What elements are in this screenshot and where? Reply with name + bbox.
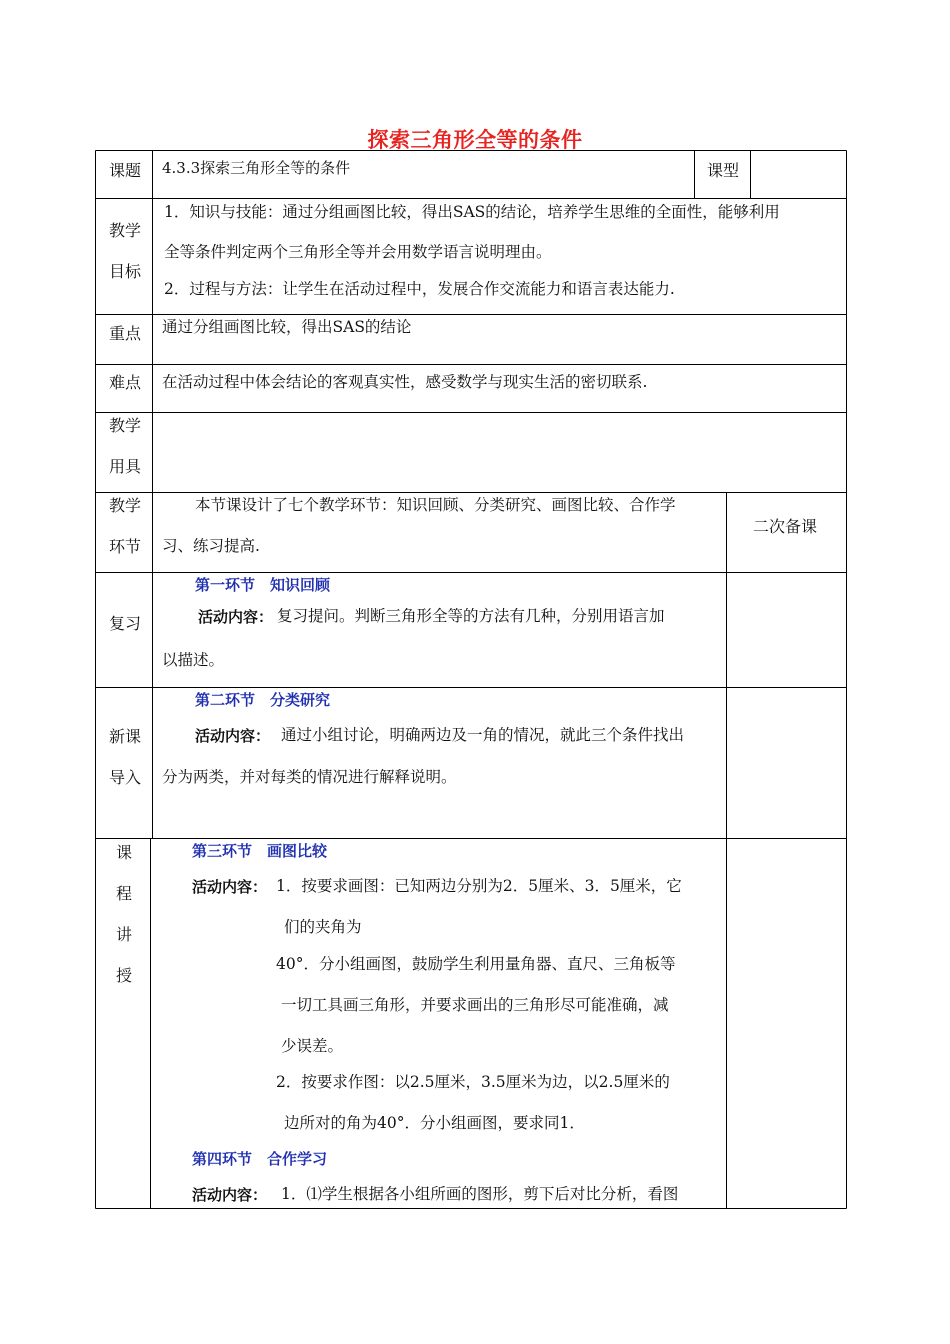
stages-line-1: 本节课设计了七个教学环节：知识回顾、分类研究、画图比较、合作学 xyxy=(195,496,676,514)
lecture-line-5: 少误差。 xyxy=(281,1037,344,1055)
lecture-line-7: 边所对的角为40°．分小组画图，要求同1． xyxy=(284,1114,585,1132)
type-label: 课型 xyxy=(707,161,740,180)
intro-line-2: 分为两类，并对每类的情况进行解释说明。 xyxy=(162,768,457,786)
intro-label-2: 导入 xyxy=(109,768,142,787)
topic-label: 课题 xyxy=(109,161,142,180)
stages-label-1: 教学 xyxy=(109,496,142,515)
stages-label-2: 环节 xyxy=(109,537,142,556)
review-line-1: 复习提问。判断三角形全等的方法有几种，分别用语言加 xyxy=(277,607,665,625)
tools-label-1: 教学 xyxy=(109,416,142,435)
intro-heading: 第二环节 分类研究 xyxy=(195,691,331,709)
lecture-heading-4: 第四环节 合作学习 xyxy=(192,1150,328,1168)
review-label: 复习 xyxy=(109,614,142,633)
key-value: 通过分组画图比较，得出SAS的结论 xyxy=(162,318,412,336)
lecture-line-4: 一切工具画三角形，并要求画出的三角形尽可能准确，减 xyxy=(281,996,669,1014)
intro-content-label: 活动内容： xyxy=(195,727,271,745)
lecture-line-1: 1．按要求画图：已知两边分别为2．5厘米、3．5厘米，它 xyxy=(276,877,682,895)
lecture-line-8: 1．⑴学生根据各小组所画的图形，剪下后对比分析，看图 xyxy=(281,1185,679,1203)
lecture-label-char-4: 授 xyxy=(116,966,133,985)
stages-line-2: 习、练习提高. xyxy=(162,537,260,555)
lecture-content-label: 活动内容： xyxy=(192,878,268,896)
lecture-line-6: 2．按要求作图：以2.5厘米，3.5厘米为边，以2.5厘米的 xyxy=(276,1073,670,1091)
lecture-line-3: 40°．分小组画图，鼓励学生利用量角器、直尺、三角板等 xyxy=(276,955,676,973)
difficulty-value: 在活动过程中体会结论的客观真实性，感受数学与现实生活的密切联系. xyxy=(162,373,648,391)
goals-label-1: 教学 xyxy=(109,221,142,240)
lecture-label-char-1: 课 xyxy=(116,843,133,862)
review-heading: 第一环节 知识回顾 xyxy=(195,576,331,594)
second-prep-label: 二次备课 xyxy=(753,517,818,536)
lecture-content-label-2: 活动内容： xyxy=(192,1186,268,1204)
lecture-line-2: 们的夹角为 xyxy=(284,918,362,936)
intro-label-1: 新课 xyxy=(109,727,142,746)
goals-line-2: 全等条件判定两个三角形全等并会用数学语言说明理由。 xyxy=(164,243,552,261)
goals-line-3: 2．过程与方法：让学生在活动过程中，发展合作交流能力和语言表达能力. xyxy=(164,280,675,298)
tools-label-2: 用具 xyxy=(109,457,142,476)
review-content-label: 活动内容： xyxy=(198,608,274,626)
lecture-label-char-3: 讲 xyxy=(116,925,133,944)
lecture-heading-3: 第三环节 画图比较 xyxy=(192,842,328,860)
topic-value: 4.3.3探索三角形全等的条件 xyxy=(162,159,351,177)
goals-line-1: 1．知识与技能：通过分组画图比较，得出SAS的结论，培养学生思维的全面性，能够利用 xyxy=(164,203,780,221)
key-label: 重点 xyxy=(109,324,142,343)
page-title: 探索三角形全等的条件 xyxy=(367,128,583,152)
lecture-label-char-2: 程 xyxy=(116,884,133,903)
difficulty-label: 难点 xyxy=(109,373,142,392)
goals-label-2: 目标 xyxy=(109,262,142,281)
intro-line-1: 通过小组讨论，明确两边及一角的情况，就此三个条件找出 xyxy=(281,726,685,744)
review-line-2: 以描述。 xyxy=(162,651,225,669)
